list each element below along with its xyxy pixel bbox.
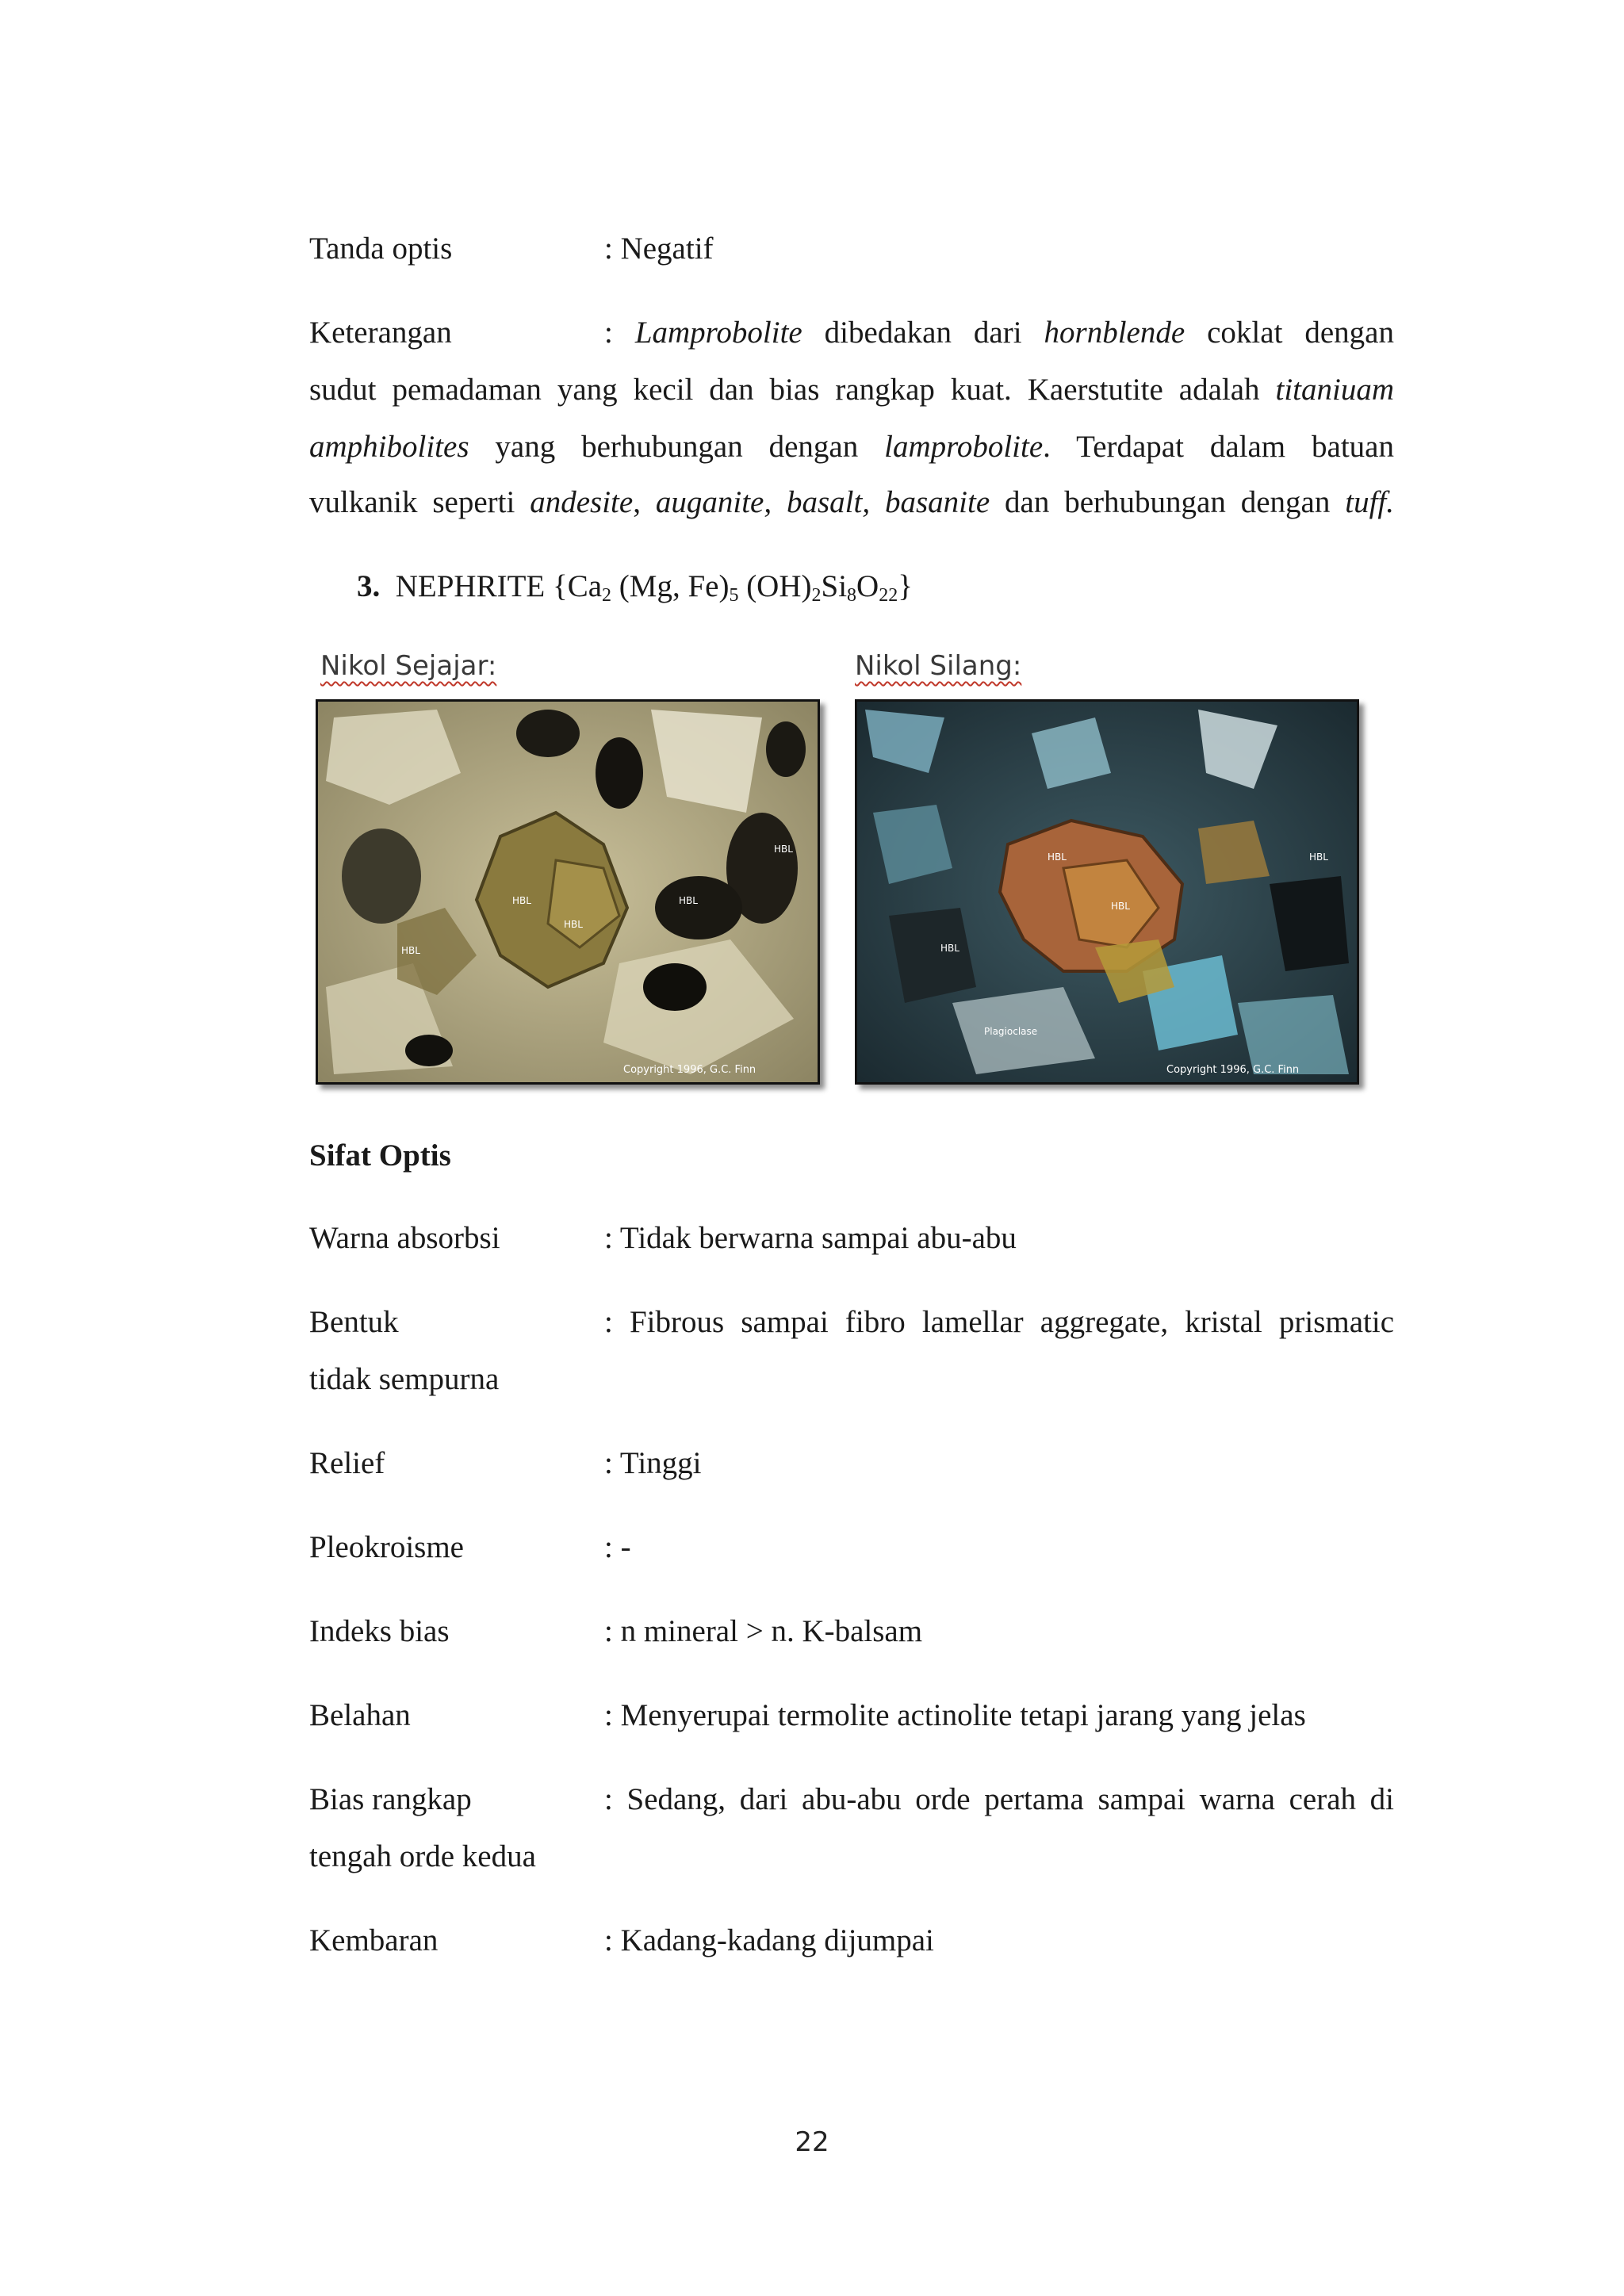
prop-label: Relief <box>309 1446 385 1480</box>
hbl-label: HBL <box>1309 851 1328 863</box>
keterangan-label: Keterangan <box>309 316 452 350</box>
prop-value: : - <box>604 1530 631 1564</box>
prop-label: Bias rangkap <box>309 1782 472 1816</box>
hbl-label: HBL <box>1048 851 1067 863</box>
hbl-label: HBL <box>774 844 793 855</box>
prop-value-continuation: tidak sempurna <box>309 1362 500 1396</box>
hbl-label: HBL <box>679 895 698 906</box>
prop-label: Pleokroisme <box>309 1530 464 1564</box>
page-number: 22 <box>795 2126 829 2158</box>
figure-nikol-silang <box>855 650 1370 1094</box>
prop-label: Warna absorbsi <box>309 1221 500 1255</box>
hbl-label: HBL <box>940 943 959 954</box>
prop-value: : Sedang, dari abu-abu orde pertama sampai warna cerah di <box>604 1782 1394 1816</box>
prop-label: Indeks bias <box>309 1614 450 1648</box>
prop-value: : Menyerupai termolite actinolite tetapi jarang yang jelas <box>604 1698 1306 1732</box>
keterangan-line-1: : Lamprobolite dibedakan dari hornblende coklat dengan <box>604 316 1394 350</box>
prop-value: : Fibrous sampai fibro lamellar aggregate, kristal prismatic <box>604 1305 1394 1339</box>
section-title: NEPHRITE {$Ca_2$ (Mg, $Fe)_5$ $(OH)_2Si_8O_{22}$} <box>395 569 913 606</box>
prop-value: : n mineral > n. K-balsam <box>604 1614 923 1648</box>
hbl-label: HBL <box>564 919 583 930</box>
copyright-text: Copyright 1996, G.C. Finn <box>623 1064 756 1076</box>
figure-caption-right: Nikol Silang: <box>855 650 1022 682</box>
plagioclase-label: Plagioclase <box>984 1026 1038 1037</box>
prop-value: : Tinggi <box>604 1446 702 1480</box>
micrograph-plane-polarized <box>316 699 820 1085</box>
copyright-text: Copyright 1996, G.C. Finn <box>1166 1064 1300 1076</box>
section-heading <box>357 568 913 606</box>
hbl-label: HBL <box>512 895 531 906</box>
section-number: 3. <box>357 569 381 603</box>
tanda-optis-label: Tanda optis <box>309 232 453 266</box>
micrograph-cross-polarized <box>855 699 1359 1085</box>
prop-value: : Kadang-kadang dijumpai <box>604 1923 934 1957</box>
hbl-label: HBL <box>401 945 420 956</box>
sifat-optis-title: Sifat Optis <box>309 1138 451 1173</box>
keterangan-line-3: amphibolites yang berhubungan dengan lamprobolite. Terdapat dalam batuan <box>309 430 1394 464</box>
tanda-optis-value: : Negatif <box>604 232 714 266</box>
keterangan-line-2: sudut pemadaman yang kecil dan bias rangkap kuat. Kaerstutite adalah titaniuam <box>309 373 1395 407</box>
keterangan-line-4: vulkanik seperti andesite, auganite, basalt, basanite dan berhubungan dengan tuff. <box>309 485 1395 519</box>
prop-label: Kembaran <box>309 1923 439 1957</box>
prop-value-continuation: tengah orde kedua <box>309 1839 536 1873</box>
hbl-label: HBL <box>1111 901 1130 912</box>
prop-label: Bentuk <box>309 1305 399 1339</box>
prop-label: Belahan <box>309 1698 411 1732</box>
prop-value: : Tidak berwarna sampai abu-abu <box>604 1221 1017 1255</box>
figure-caption-left: Nikol Sejajar: <box>320 650 497 682</box>
figure-nikol-sejajar <box>316 650 823 1094</box>
